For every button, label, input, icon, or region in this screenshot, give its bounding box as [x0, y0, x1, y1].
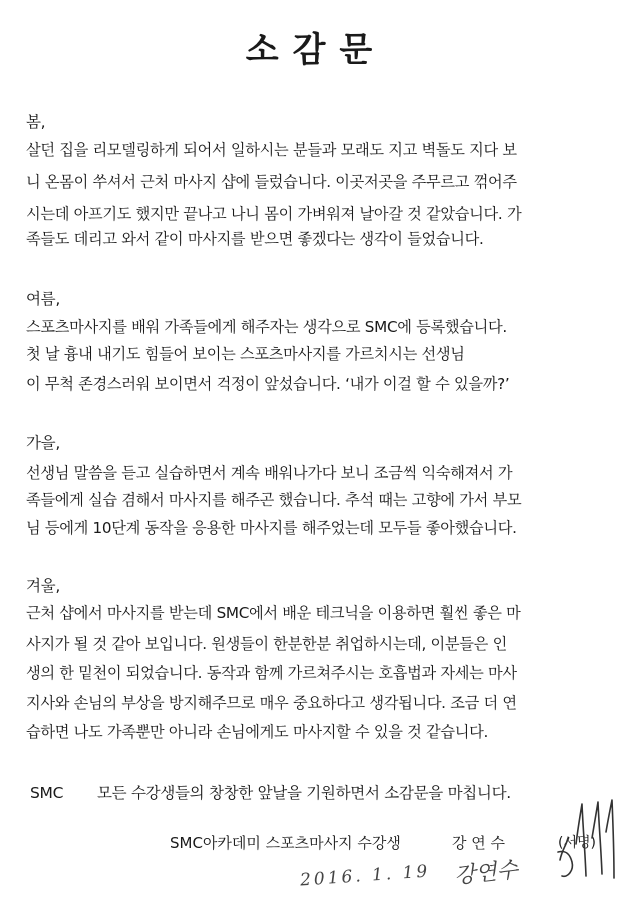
section-heading-spring: 봄, [26, 113, 46, 131]
section-heading-winter: 겨울, [26, 577, 60, 595]
signature-label: (서명) [558, 835, 596, 851]
text-line: 선생님 말씀을 듣고 실습하면서 계속 배워나가다 보니 조금씩 익숙해져서 가 [26, 464, 513, 482]
document-title: 소감문 [245, 30, 387, 70]
text-line: 족들도 데리고 와서 같이 마사지를 받으면 좋겠다는 생각이 들었습니다. [26, 230, 484, 248]
text-line: 님 등에게 10단계 동작을 응용한 마사지를 해주었는데 모두들 좋아했습니다. [26, 519, 517, 537]
text-line: 니 온몸이 쑤셔서 근처 마사지 샵에 들렀습니다. 이곳저곳을 주무르고 꺾어주 [26, 173, 517, 191]
signer-name: 강 연 수 [452, 834, 506, 852]
text-line: 이 무척 존경스러워 보이면서 걱정이 앞섰습니다. ‘내가 이걸 할 수 있을까?’ [26, 375, 510, 393]
section-heading-autumn: 가을, [26, 434, 60, 452]
section-heading-summer: 여름, [26, 290, 60, 308]
text-line: 사지가 될 것 같아 보입니다. 원생들이 한분한분 취업하시는데, 이분들은 인 [26, 635, 507, 653]
handwritten-signature-mark [552, 798, 618, 893]
handwritten-date: 2016. 1. 19 [299, 861, 431, 891]
text-line: 지사와 손님의 부상을 방지해주므로 매우 중요하다고 생각됩니다. 조금 더 연 [26, 694, 517, 712]
text-line: 시는데 아프기도 했지만 끝나고 나니 몸이 가벼워져 날아갈 것 같았습니다. 가 [26, 205, 522, 223]
text-line: 첫 날 흉내 내기도 힘들어 보이는 스포츠마사지를 가르치시는 선생님 [26, 345, 465, 363]
handwritten-name: 강연수 [453, 857, 520, 890]
text-line: 살던 집을 리모델링하게 되어서 일하시는 분들과 모래도 지고 벽돌도 지다 보 [26, 141, 517, 159]
closing-text: 모든 수강생들의 창창한 앞날을 기원하면서 소감문을 마칩니다. [97, 784, 511, 802]
text-line: 생의 한 밑천이 되었습니다. 동작과 함께 가르쳐주시는 호흡법과 자세는 마사 [26, 664, 517, 682]
text-line: 스포츠마사지를 배워 가족들에게 해주자는 생각으로 SMC에 등록했습니다. [26, 318, 507, 336]
text-line: 습하면 나도 가족뿐만 아니라 손님에게도 마사지할 수 있을 것 같습니다. [26, 723, 489, 741]
signer-affiliation: SMC아카데미 스포츠마사지 수강생 [170, 834, 401, 852]
closing-org: SMC [30, 784, 64, 802]
text-line: 족들에게 실습 겸해서 마사지를 해주곤 했습니다. 추석 때는 고향에 가서 부모 [26, 491, 522, 509]
text-line: 근처 샵에서 마사지를 받는데 SMC에서 배운 테크닉을 이용하면 훨씬 좋은 마 [26, 604, 521, 622]
